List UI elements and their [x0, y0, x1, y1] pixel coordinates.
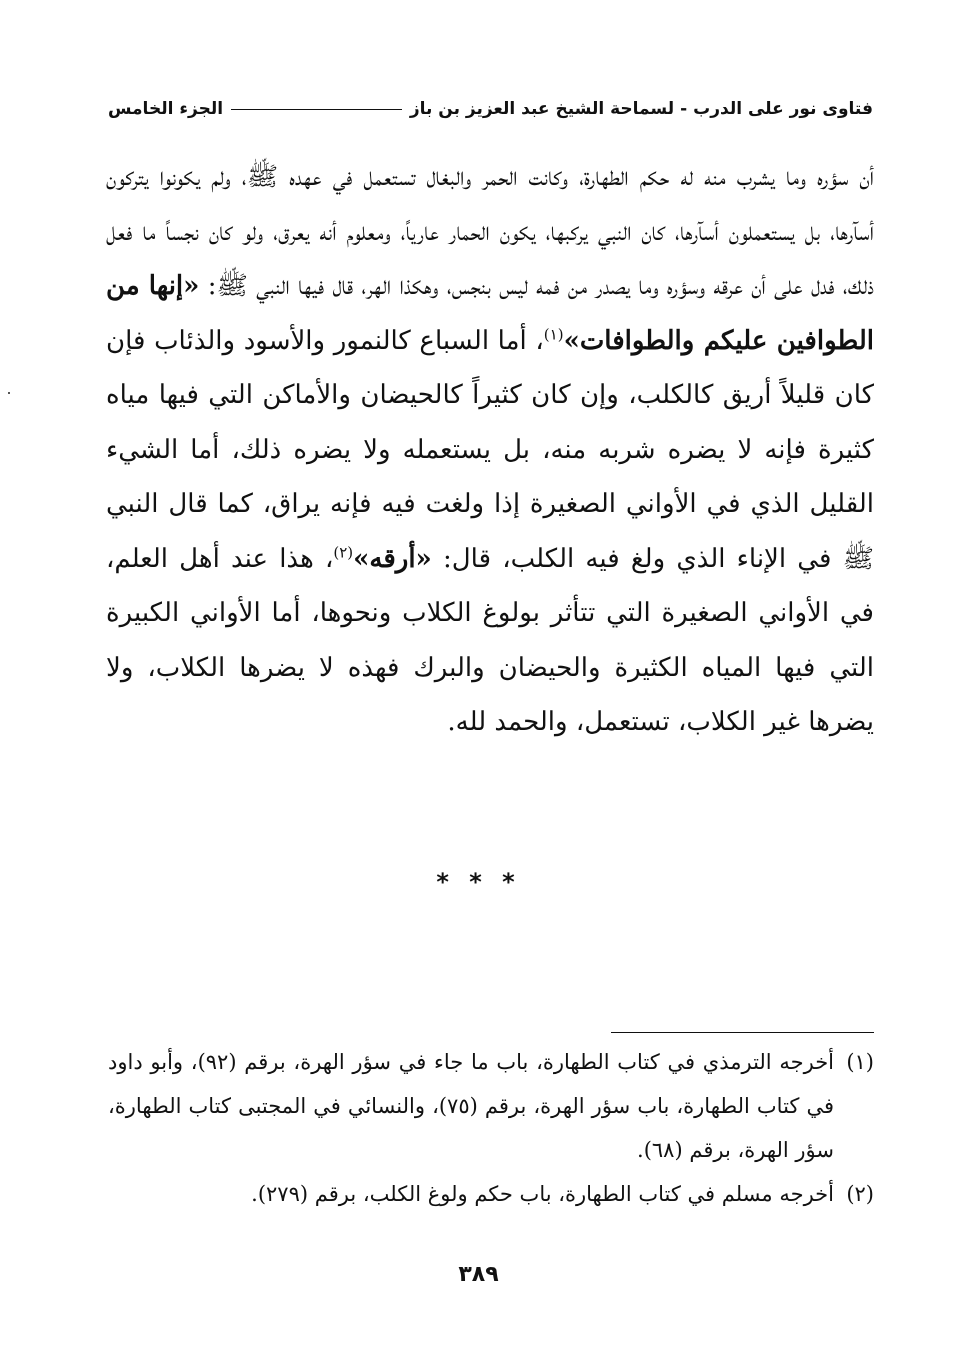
hadith-quote-1: «إنها من الطوافين عليكم والطوافات» [106, 271, 874, 356]
footnote-number: (١) [846, 1050, 874, 1074]
page-number: ٣٨٩ [458, 1262, 499, 1287]
body-text-part-2: ، أما السباع كالنمور والأسود والذئاب فإن كان قليلاً أريق كالكلب، وإن كان كثيراً كالحيضان والأماكن التي فيها مياه كثيرة فإنه لا يضره شربه منه، بل يستعمله ولا يضره ذلك، أما الشيء القليل الذي في الأواني الصغيرة إذا ولغت فيه فإنه يراق، كما قال النبي ﷺ في الإناء الذي ولغ فيه الكلب، قال: [106, 325, 874, 574]
hadith-quote-2: «أرقه» [353, 543, 432, 574]
footnote-ref-2: (٢) [333, 542, 354, 561]
footnote-ref-1: (١) [543, 324, 564, 343]
footnote-text: أخرجه مسلم في كتاب الطهارة، باب حكم ولوغ الكلب، برقم (٢٧٩). [251, 1182, 834, 1206]
body-text-part-3: ، هذا عند أهل العلم، في الأواني الصغيرة التي تتأثر بولوغ الكلاب ونحوها، أما الأواني الكبيرة التي فيها المياه الكثيرة والحيضان والبرك فهذه لا يضرها الكلاب، ولا يضرها غير الكلاب، تستعمل، والحمد لله. [106, 543, 874, 737]
header-rule [231, 109, 402, 110]
scan-speck [8, 392, 10, 394]
footnote-rule [611, 1032, 874, 1033]
section-separator: * * * [436, 868, 521, 896]
running-header [108, 92, 873, 126]
header-separator: - [680, 99, 688, 119]
book-title: فتاوى نور على الدرب [693, 99, 873, 119]
body-text-part-1: أن سؤره وما يشرب منه له حكم الطهارة، وكانت الحمر والبغال تستعمل في عهده ﷺ، ولم يكونوا يتركون أسآرها، بل يستعملون أسآرها، كان النبي يركبها، يكون الحمار عارياً، ومعلوم أنه يعرق، ولو كان نجساً ما فعل ذلك، فدل على أن عرقه وسؤره وما يصدر من فمه ليس بنجس، وهكذا الهر، قال فيها النبي ﷺ: [106, 162, 875, 301]
body-paragraph [106, 150, 874, 750]
footnote-2 [108, 1172, 874, 1216]
footnote-number: (٢) [846, 1182, 874, 1206]
footnote-text: أخرجه الترمذي في كتاب الطهارة، باب ما جاء في سؤر الهرة، برقم (٩٢)، وأبو داود في كتاب الطهارة، باب سؤر الهرة، برقم (٧٥)، والنسائي في المجتبى كتاب الطهارة، سؤر الهرة، برقم (٦٨). [108, 1050, 835, 1162]
footnote-1 [108, 1040, 874, 1172]
footnotes [108, 1040, 874, 1216]
header-author: لسماحة الشيخ عبد العزيز بن باز [409, 99, 675, 119]
volume-label: الجزء الخامس [108, 99, 224, 119]
